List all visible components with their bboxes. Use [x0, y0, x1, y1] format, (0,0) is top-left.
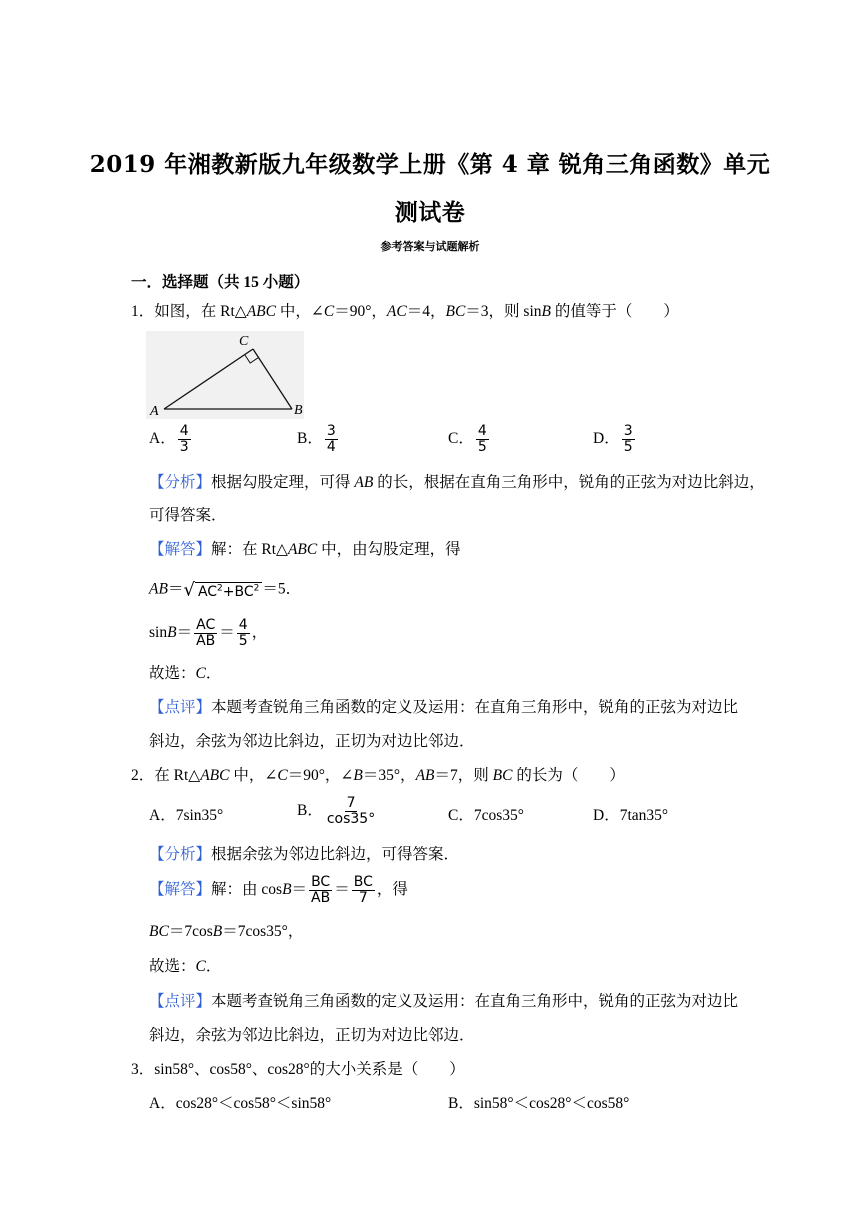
- option-letter: A．: [149, 430, 176, 448]
- q1-text: 1．如图，在 Rt△: [131, 303, 247, 320]
- answer-var: B: [282, 881, 292, 899]
- denominator: AB: [311, 890, 331, 906]
- label-c: C: [239, 334, 249, 349]
- choice-text: ．: [205, 665, 222, 682]
- choice-letter: C: [195, 665, 206, 682]
- choice-text: ．: [205, 958, 222, 975]
- comment-text: 本题考查锐角三角函数的定义及运用：在直角三角形中，锐角的正弦为对边比: [211, 993, 739, 1010]
- analysis-text: 根据勾股定理，可得: [211, 474, 355, 491]
- denominator: 5: [477, 439, 487, 455]
- q2-var: B: [353, 767, 363, 784]
- denominator: 5: [623, 439, 633, 455]
- q1-var: AC: [386, 303, 407, 320]
- q1-text: ＝4，: [406, 303, 446, 320]
- eq-var: B: [212, 923, 223, 940]
- q2-option-b[interactable]: [297, 796, 379, 827]
- numerator: BC: [353, 874, 373, 890]
- option-letter: C．: [448, 430, 474, 448]
- comment-tag: 【点评】: [149, 993, 212, 1010]
- choice-text: 故选：: [149, 958, 196, 975]
- eq-text: ＝7cos35°，: [222, 923, 304, 940]
- analysis-text: 根据余弦为邻边比斜边，可得答案．: [211, 846, 460, 863]
- question-3-stem: 3．sin58°、cos58°、cos28°的大小关系是（ ）: [131, 1061, 465, 1078]
- denominator: 3: [179, 439, 189, 455]
- choice-text: 故选：: [149, 665, 196, 682]
- q1-text: 的值等于（ ）: [550, 303, 679, 320]
- q2-text: 中，∠: [229, 767, 278, 784]
- q2-text: ＝90°，∠: [287, 767, 354, 784]
- page-title-line2: 测试卷: [394, 199, 466, 226]
- q1-comment-line2: 斜边，余弦为邻边比斜边，正切为对边比邻边．: [149, 733, 475, 750]
- q1-var: ABC: [246, 303, 276, 320]
- q1-option-a[interactable]: [149, 424, 193, 455]
- denominator: AB: [196, 633, 216, 649]
- option-fraction: [325, 796, 377, 827]
- question-2-stem: [131, 766, 625, 786]
- fraction-4-5: [237, 618, 250, 649]
- radicand: [195, 582, 262, 600]
- q2-var: AB: [415, 767, 435, 784]
- q3-option-a[interactable]: A．cos28°＜cos58°＜sin58°: [149, 1095, 332, 1112]
- answer-text: 解：由 cos: [211, 881, 283, 899]
- comment-text: 本题考查锐角三角函数的定义及运用：在直角三角形中，锐角的正弦为对边比: [211, 699, 739, 716]
- eq-sign: ＝: [219, 624, 235, 642]
- q1-equation-sinb: [149, 618, 267, 649]
- analysis-var: AB: [354, 474, 374, 491]
- choice-letter: C: [195, 958, 206, 975]
- eq-end: ，: [251, 624, 268, 642]
- q2-option-c[interactable]: C．7cos35°: [448, 807, 524, 824]
- side-cb: [253, 349, 292, 409]
- q1-var: BC: [445, 303, 466, 320]
- q2-comment-line2: 斜边，余弦为邻边比斜边，正切为对边比邻边．: [149, 1027, 475, 1044]
- answer-text: 解：在 Rt△: [211, 541, 288, 558]
- triangle-diagram: [146, 331, 304, 419]
- q2-analysis: [149, 845, 459, 865]
- exponent: 2: [253, 583, 260, 593]
- comment-tag: 【点评】: [149, 699, 212, 716]
- option-fraction: [622, 424, 635, 455]
- triangle-figure: [146, 331, 304, 419]
- answer-tag: 【解答】: [149, 541, 212, 558]
- q1-var: B: [541, 303, 551, 320]
- q2-text: 的长为（ ）: [512, 767, 625, 784]
- option-letter: B．: [297, 430, 323, 448]
- numerator: 4: [179, 423, 189, 439]
- q1-text: ＝3，则 sin: [465, 303, 542, 320]
- q1-option-b[interactable]: [297, 424, 340, 455]
- exponent: 2: [217, 583, 223, 593]
- option-fraction: [476, 424, 489, 455]
- side-ac: [164, 349, 253, 409]
- q2-text: ＝7，则: [434, 767, 493, 784]
- eq-sign: ＝: [334, 881, 350, 899]
- q1-analysis: [149, 473, 765, 493]
- q2-var: C: [277, 767, 288, 784]
- q1-equation-ab: [149, 578, 301, 602]
- eq-var: BC: [149, 923, 169, 940]
- label-b: B: [294, 403, 303, 418]
- q2-comment: [149, 992, 738, 1012]
- q2-var: ABC: [200, 767, 230, 784]
- q1-text: ＝90°，: [334, 303, 387, 320]
- q2-answer: [149, 875, 408, 906]
- analysis-tag: 【分析】: [149, 846, 212, 863]
- right-angle-mark: [245, 355, 259, 363]
- q3-option-b[interactable]: B．sin58°＜cos28°＜cos58°: [448, 1095, 630, 1112]
- eq-func: sin: [149, 624, 168, 642]
- option-fraction: [325, 424, 338, 455]
- q1-answer: [149, 540, 461, 560]
- option-letter: D．: [593, 430, 620, 448]
- eq-text: ＝7cos: [168, 923, 213, 940]
- q2-choice: [149, 957, 221, 977]
- option-letter: B．: [297, 802, 323, 820]
- radicand-part: AC: [197, 583, 218, 600]
- fraction-bc-7: [352, 875, 375, 906]
- q2-text: ＝35°，: [362, 767, 416, 784]
- label-a: A: [150, 404, 159, 419]
- radicand-part: +BC: [222, 583, 254, 600]
- numerator: AC: [196, 617, 216, 633]
- q2-var: BC: [492, 767, 513, 784]
- answer-text: 中，由勾股定理，得: [317, 541, 461, 558]
- q2-text: 2．在 Rt△: [131, 767, 201, 784]
- eq-sign: ＝: [176, 624, 193, 642]
- denominator: 5: [238, 633, 248, 649]
- page-subtitle: 参考答案与试题解析: [380, 240, 480, 253]
- eq-sign: ＝: [167, 580, 184, 598]
- option-fraction: [178, 424, 191, 455]
- section-heading: 一．选择题（共 15 小题）: [131, 274, 310, 291]
- answer-var: ABC: [287, 541, 318, 558]
- answer-text: ，得: [376, 881, 408, 899]
- q2-option-a[interactable]: A．7sin35°: [149, 807, 224, 824]
- q2-equation-bc: [149, 922, 303, 942]
- question-1-stem: [131, 302, 679, 322]
- eq-sign: ＝: [291, 881, 308, 899]
- eq-var: B: [167, 624, 177, 642]
- q1-analysis-line2: 可得答案．: [149, 507, 227, 524]
- q1-choice: [149, 664, 221, 684]
- eq-result: ＝5．: [262, 580, 302, 598]
- numerator: 7: [346, 795, 356, 811]
- q1-var: C: [323, 303, 335, 320]
- denominator: 7: [358, 890, 368, 906]
- numerator: BC: [311, 874, 331, 890]
- fraction-bc-ab: [309, 875, 332, 906]
- numerator: 4: [238, 617, 248, 633]
- q1-text: 中，∠: [275, 303, 324, 320]
- page-title-line1: 2019 年湘教新版九年级数学上册《第 4 章 锐角三角函数》单元: [89, 151, 771, 178]
- answer-tag: 【解答】: [149, 881, 212, 899]
- q1-option-d[interactable]: [593, 424, 637, 455]
- fraction-ac-ab: [194, 618, 217, 649]
- numerator: 3: [623, 423, 633, 439]
- square-root: √ $AC^2+BC^2$: [183, 578, 262, 602]
- analysis-text: 的长，根据在直角三角形中，锐角的正弦为对边比斜边，: [373, 474, 765, 491]
- denominator: cos35°: [326, 811, 376, 827]
- q1-comment: [149, 698, 738, 718]
- denominator: 4: [326, 439, 336, 455]
- analysis-tag: 【分析】: [149, 474, 212, 491]
- q2-option-d[interactable]: D．7tan35°: [593, 807, 669, 824]
- q1-option-c[interactable]: [448, 424, 491, 455]
- numerator: 4: [477, 423, 487, 439]
- eq-var: AB: [149, 580, 168, 598]
- numerator: 3: [326, 423, 336, 439]
